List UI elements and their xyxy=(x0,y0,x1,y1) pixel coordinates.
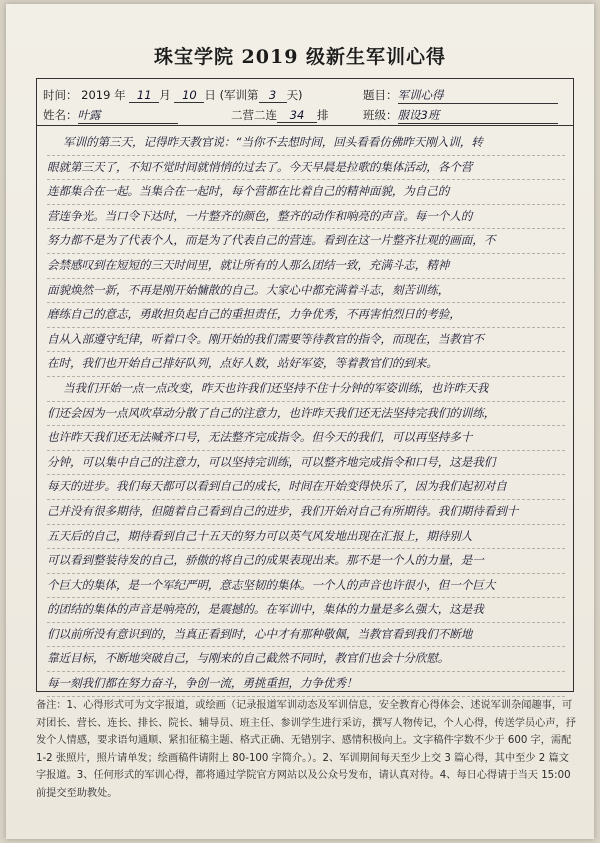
essay-line: 连都集合在一起。当集合在一起时，每个营都在比着自己的精神面貌，为自己的 xyxy=(47,180,565,205)
essay-line: 在时，我们也开始自己排好队列，点好人数，站好军姿，等着教官们的到来。 xyxy=(47,352,565,377)
essay-line: 们以前所没有意识到的，当真正看到时，心中才有那种敬佩，当教官看到我们不断地 xyxy=(47,623,565,648)
month-value: 11 xyxy=(129,88,159,103)
class-row xyxy=(363,107,558,124)
day-suffix: 日 xyxy=(204,88,216,102)
essay-line: 个巨大的集体，是一个军纪严明，意志坚韧的集体。一个人的声音也许很小，但一个巨大 xyxy=(47,574,565,599)
essay-line: 五天后的自己，期待看到自己十五天的努力可以英气风发地出现在汇报上，期待别人 xyxy=(47,525,565,550)
essay-line: 努力都不是为了代表个人，而是为了代表自己的营连。看到在这一片整齐壮观的画面，不 xyxy=(47,229,565,254)
footer-note: 备注：1、心得形式可为文字报道，或绘画（记录报道军训动态及军训信息，安全教育心得体会、述说军训杂闻趣事，可对团长、营长、连长、排长、院长、辅导员、班主任、参训学生进行采访，撰写人物传记，个人心得，传送学员心声，抒发个人情感，要求语句通顺、紧扣征稿主题、格式正确、无错别字、感情积极向上。文字稿件字数不少于 600 字，需配 1-2 张照片，照片请单发；绘画稿件请附上 80-100 字简介。）。2、军训期间每天至少上交 3 篇心得，其中至少 2 篇文字报道。3、任何形式的军训心得，都将通过学院官方网站以及公众号发布，请认真对待。4、每日心得请于当天 15:00 前提交至助教处。 xyxy=(36,700,576,799)
essay-line: 们还会因为一点风吹草动分散了自己的注意力，也许昨天我们还无法坚持完我们的训练， xyxy=(47,402,565,427)
year: 2019 xyxy=(81,88,111,102)
essay-line: 每天的进步。我们每天都可以看到自己的成长，时间在开始变得快乐了，因为我们起初对自 xyxy=(47,475,565,500)
page-title: 珠宝学院 2019 级新生军训心得 xyxy=(153,46,447,68)
essay-line: 也许昨天我们还无法喊齐口号，无法整齐完成指令。但今天的我们，可以再坚持多十 xyxy=(47,426,565,451)
essay-line: 面貌焕然一新，不再是刚开始慵散的自己。大家心中都充满着斗志，刻苦训练， xyxy=(47,279,565,304)
essay-line: 每一刻我们都在努力奋斗，争创一流，勇挑重担，力争优秀！ xyxy=(47,672,565,697)
training-day-prefix: (军训第 xyxy=(219,88,259,102)
class-value: 服设3班 xyxy=(398,107,558,124)
essay-line: 眼就第三天了，不知不觉时间就悄悄的过去了。今天早晨是拉歌的集体活动，各个营 xyxy=(47,156,565,181)
essay-line: 当我们开始一点一点改变，昨天也许我们还坚持不住十分钟的军姿训练，也许昨天我 xyxy=(47,377,565,402)
month-suffix: 月 xyxy=(159,88,171,102)
name-row xyxy=(43,107,178,124)
essay-body xyxy=(47,131,565,697)
essay-line: 己并没有很多期待，但随着自己看到自己的进步，我们开始对自己有所期待。我们期待看到十 xyxy=(47,500,565,525)
time-row xyxy=(43,87,303,103)
form-sheet xyxy=(6,4,594,839)
class-label: 班级： xyxy=(363,108,398,122)
essay-line: 可以看到整装待发的自己，骄傲的将自己的成果表现出来。那不是一个人的力量，是一 xyxy=(47,549,565,574)
essay-line: 军训的第三天，记得昨天教官说：“当你不去想时间，回头看看仿佛昨天刚入训，转 xyxy=(47,131,565,156)
essay-line: 营连争光。当口令下达时，一片整齐的颜色，整齐的动作和响亮的声音。每一个人的 xyxy=(47,205,565,230)
topic-row xyxy=(363,87,558,104)
meta-divider xyxy=(37,125,573,126)
day-value: 10 xyxy=(174,88,204,103)
topic-value: 军训心得 xyxy=(398,87,558,104)
platoon-suffix: 排 xyxy=(317,108,329,122)
essay-line: 会禁感叹到在短短的三天时间里，就让所有的人那么团结一致，充满斗志，精神 xyxy=(47,254,565,279)
topic-label: 题目： xyxy=(363,88,398,102)
essay-line: 自从入部遵守纪律，听着口令。刚开始的我们需要等待教官的指令，而现在，当教官不 xyxy=(47,328,565,353)
unit-row xyxy=(231,107,329,123)
platoon-value: 34 xyxy=(277,108,317,123)
year-suffix: 年 xyxy=(114,88,126,102)
training-day-suffix: 天) xyxy=(286,88,303,102)
name-value: 叶露 xyxy=(78,107,178,124)
essay-line: 的团结的集体的声音是响亮的，是震撼的。在军训中，集体的力量是多么强大，这是我 xyxy=(47,598,565,623)
name-label: 姓名： xyxy=(43,108,78,122)
essay-line: 磨练自己的意志，勇敢担负起自己的重担责任，力争优秀，不再害怕烈日的考验， xyxy=(47,303,565,328)
essay-line: 靠近目标，不断地突破自己，与刚来的自己截然不同时，教官们也会十分欣慰。 xyxy=(47,647,565,672)
unit-prefix: 二营二连 xyxy=(231,108,277,122)
training-day-value: 3 xyxy=(259,88,287,103)
essay-line: 分钟，可以集中自己的注意力，可以坚持完训练，可以整齐地完成指令和口号，这是我们 xyxy=(47,451,565,476)
time-label: 时间： xyxy=(43,88,78,102)
essay-frame xyxy=(36,78,574,692)
